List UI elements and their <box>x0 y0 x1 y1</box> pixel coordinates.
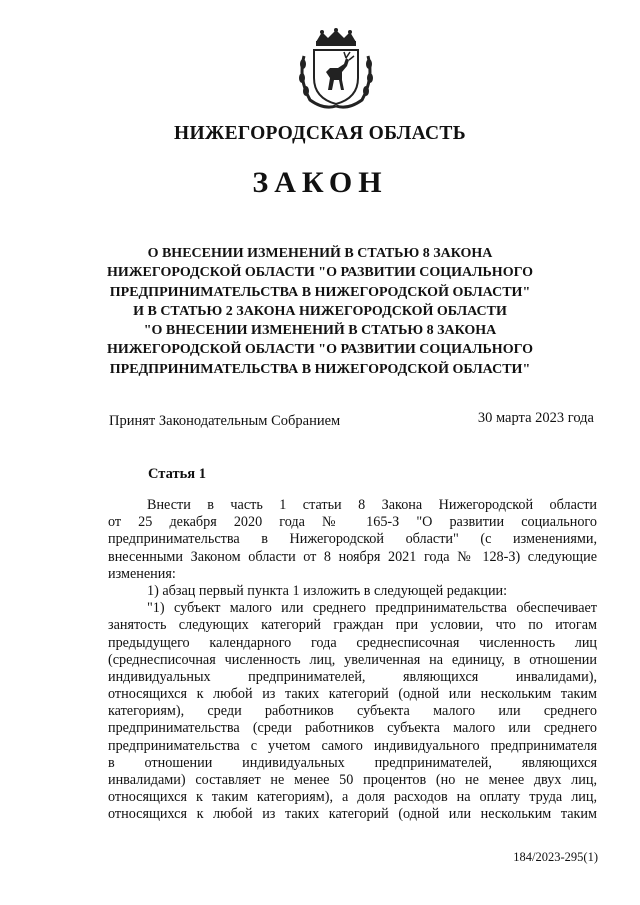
document-code: 184/2023-295(1) <box>513 850 598 864</box>
body-line: (среднесписочная численность лиц, увеличенная на единицу, в отношении <box>108 651 597 668</box>
body-line: относящихся к любой из таких категорий (одной или нескольким таким <box>108 686 597 703</box>
body-line: предпринимательства с учетом самого индивидуального предпринимателя <box>108 737 597 754</box>
article-heading: Статья 1 <box>148 466 206 482</box>
law-title <box>90 244 550 379</box>
body-line: 1) абзац первый пункта 1 изложить в следующей редакции: <box>147 582 508 599</box>
body-line: предпринимательства (среди работников субъекта малого или среднего <box>108 720 597 737</box>
adoption-date: 30 марта 2023 года <box>477 410 594 426</box>
region-heading: НИЖЕГОРОДСКАЯ ОБЛАСТЬ <box>174 123 466 144</box>
body-line: категориям), среди работников субъекта малого или среднего <box>108 703 597 720</box>
body-line: относящихся к любой из таких категорий (одной или нескольким таким <box>108 806 597 823</box>
body-line: инвалидами) составляет не менее 50 процентов (но не менее двух лиц, <box>108 772 597 788</box>
body-line: "1) субъект малого или среднего предпринимательства обеспечивает <box>147 600 597 617</box>
title-line: ПРЕДПРИНИМАТЕЛЬСТВА В НИЖЕГОРОДСКОЙ ОБЛАСТИ" <box>109 361 531 377</box>
title-line: ПРЕДПРИНИМАТЕЛЬСТВА В НИЖЕГОРОДСКОЙ ОБЛАСТИ" <box>109 284 531 300</box>
body-line: изменения: <box>108 565 176 582</box>
body-line: в отношении индивидуальных предпринимателей, являющихся <box>108 754 597 771</box>
body-line: индивидуальных предпринимателей, являющихся инвалидами), <box>108 668 597 685</box>
body-line: предыдущего календарного года среднесписочная численность лиц <box>108 634 597 651</box>
body-line: занятость следующих категорий граждан при условии, что по итогам <box>108 617 597 634</box>
title-line: О ВНЕСЕНИИ ИЗМЕНЕНИЙ В СТАТЬЮ 8 ЗАКОНА <box>147 246 493 261</box>
document-type-heading: ЗАКОН <box>252 166 388 199</box>
body-line: относящихся к таким категориям), а доля расходов на оплату труда лиц, <box>108 789 597 806</box>
title-line: И В СТАТЬЮ 2 ЗАКОНА НИЖЕГОРОДСКОЙ ОБЛАСТИ <box>133 303 507 319</box>
article-body <box>108 497 597 824</box>
body-line: Внести в часть 1 статьи 8 Закона Нижегородской области <box>147 497 597 513</box>
body-line: внесенными Законом области от 8 ноября 2021 года № 128-З) следующие <box>108 548 597 565</box>
adoption-label: Принят Законодательным Собранием <box>109 413 341 429</box>
title-line: НИЖЕГОРОДСКОЙ ОБЛАСТИ "О РАЗВИТИИ СОЦИАЛЬНОГО <box>106 342 534 358</box>
coat-of-arms-icon <box>294 28 378 112</box>
body-line: от 25 декабря 2020 года № 165-З "О развитии социального <box>108 514 597 531</box>
title-line: НИЖЕГОРОДСКОЙ ОБЛАСТИ "О РАЗВИТИИ СОЦИАЛЬНОГО <box>106 265 534 281</box>
title-line: "О ВНЕСЕНИИ ИЗМЕНЕНИЙ В СТАТЬЮ 8 ЗАКОНА <box>143 323 497 339</box>
body-line: предпринимательства в Нижегородской области" (с изменениями, <box>108 531 597 548</box>
